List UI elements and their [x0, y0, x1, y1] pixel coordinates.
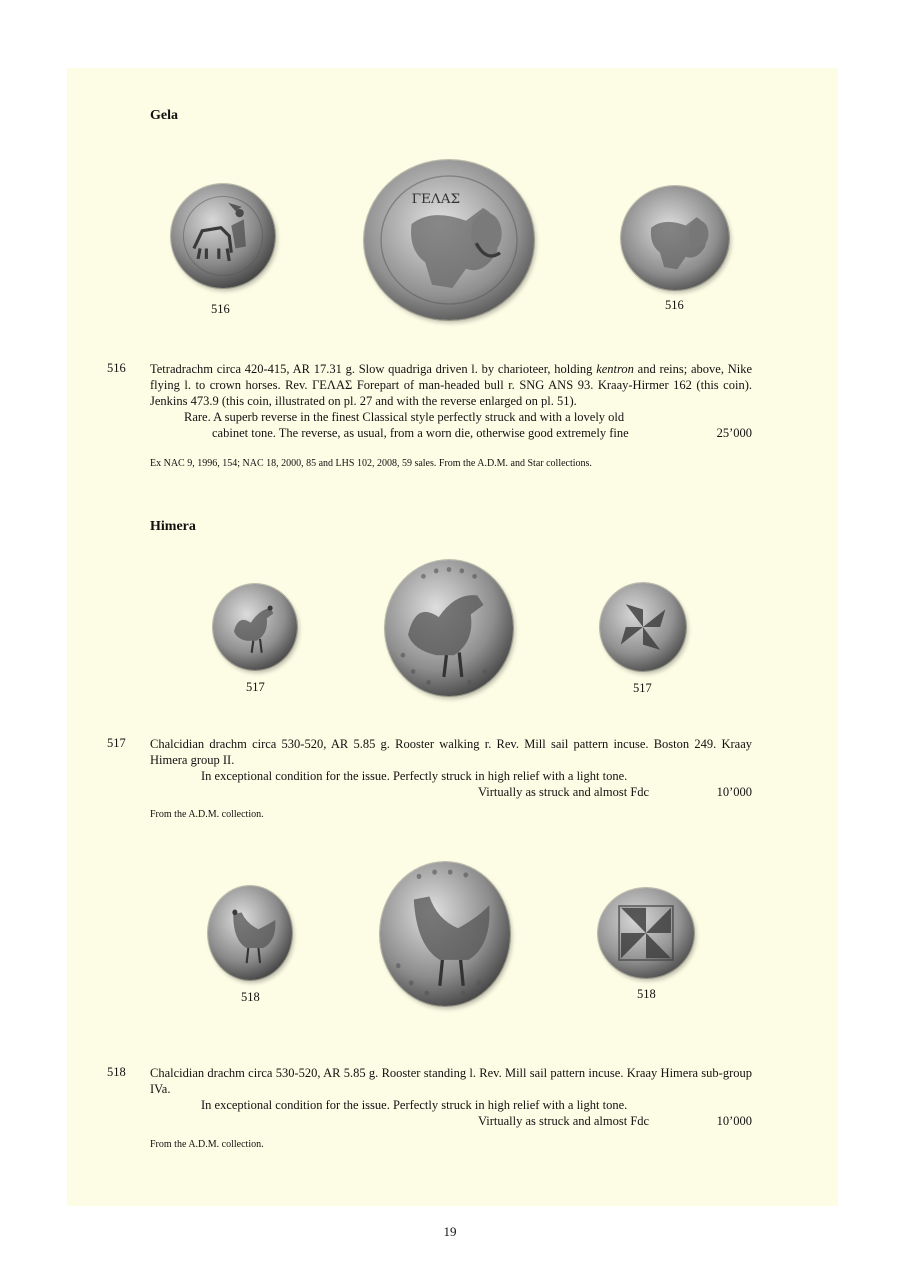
lot-description-517	[150, 736, 752, 800]
coin-517-reverse-image	[600, 583, 686, 671]
section-heading-gela: Gela	[150, 108, 178, 123]
plate-label-516-right: 516	[665, 298, 684, 312]
lot-number-517: 517	[107, 736, 126, 750]
coin-516-reverse-enlarged-image	[364, 160, 534, 320]
coin-518-reverse-image	[598, 888, 694, 978]
condition-line-2: cabinet tone. The reverse, as usual, from a worn die, otherwise good extremely fine	[212, 426, 629, 440]
lot-number-516: 516	[107, 361, 126, 375]
condition-price-row	[150, 425, 752, 441]
plate-label-516-left: 516	[211, 302, 230, 316]
lot-description-518	[150, 1065, 752, 1129]
condition-line-2: Virtually as struck and almost Fdc	[478, 785, 650, 799]
coin-518-obverse-enlarged-image	[380, 862, 510, 1006]
lot-price-517: 10’000	[716, 785, 752, 799]
description-text: Chalcidian drachm circa 530-520, AR 5.85 g. Rooster walking r. Rev. Mill sail pattern incuse. Boston 249. Kraay Himera group II.	[150, 737, 752, 767]
coin-legend-text: ΓΕΛΑΣ	[411, 192, 461, 208]
plate-label-517-right: 517	[633, 681, 652, 695]
plate-label-518-right: 518	[637, 987, 656, 1001]
lot-price-518: 10’000	[716, 1114, 752, 1128]
condition-line-1: Rare. A superb reverse in the finest Classical style perfectly struck and with a lovely old	[184, 410, 625, 424]
coin-516-reverse-image	[621, 186, 729, 290]
provenance-516: Ex NAC 9, 1996, 154; NAC 18, 2000, 85 and LHS 102, 2008, 59 sales. From the A.D.M. and Star collections.	[150, 458, 592, 469]
condition-line-1: In exceptional condition for the issue. Perfectly struck in high relief with a light tone.	[201, 769, 628, 783]
section-heading-himera: Himera	[150, 519, 196, 534]
condition-price-row	[150, 1113, 752, 1129]
plate-label-517-left: 517	[246, 680, 265, 694]
provenance-517: From the A.D.M. collection.	[150, 809, 264, 820]
page-number: 19	[443, 1224, 457, 1239]
coin-517-obverse-image	[213, 584, 297, 670]
coin-517-obverse-enlarged-image	[385, 560, 513, 696]
lot-number-518: 518	[107, 1065, 126, 1079]
provenance-518: From the A.D.M. collection.	[150, 1139, 264, 1150]
coin-518-obverse-image	[208, 886, 292, 980]
coin-516-obverse-image	[171, 184, 275, 288]
condition-line-1: In exceptional condition for the issue. Perfectly struck in high relief with a light tone.	[201, 1098, 628, 1112]
lot-price-516: 25’000	[716, 426, 752, 440]
description-text: Tetradrachm circa 420-415, AR 17.31 g. Slow quadriga driven l. by charioteer, holding kentron and reins; above, Nike flying l. to crown horses. Rev. ΓΕΛΑΣ Forepart of man-headed bull r. SNG ANS 93. Kraay-Hirmer 162 (this coin). Jenkins 473.9 (this coin, illustrated on pl. 27 and with the reverse enlarged on pl. 51).	[150, 362, 752, 408]
description-text: Chalcidian drachm circa 530-520, AR 5.85 g. Rooster standing l. Rev. Mill sail pattern incuse. Kraay Himera sub-group IVa.	[150, 1066, 752, 1096]
condition-line-2: Virtually as struck and almost Fdc	[478, 1114, 650, 1128]
condition-price-row	[150, 784, 752, 800]
lot-description-516	[150, 361, 752, 441]
plate-label-518-left: 518	[241, 990, 260, 1004]
